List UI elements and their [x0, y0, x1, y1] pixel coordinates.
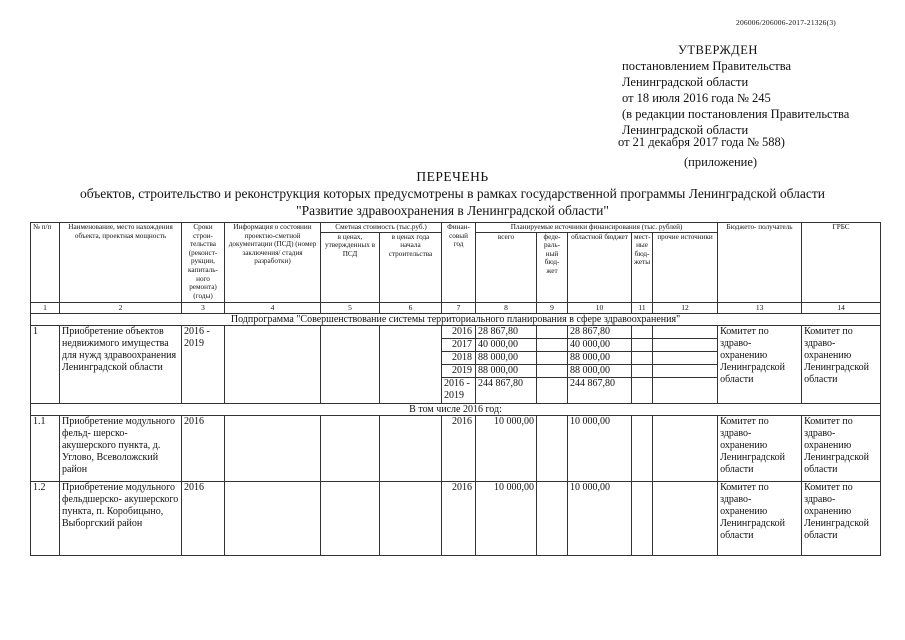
column-number: 1	[31, 302, 60, 313]
item-start-price	[380, 415, 442, 481]
item-psd-price	[321, 325, 380, 403]
column-number: 2	[60, 302, 182, 313]
item-federal	[537, 351, 568, 364]
column-number: 8	[476, 302, 537, 313]
item-federal	[537, 325, 568, 338]
item-local	[632, 377, 653, 403]
subtotal-heading-row	[31, 403, 881, 415]
item-name: Приобретение объектов недвижимого имущества для нужд здравоохранения Ленинградской области	[60, 325, 182, 403]
item-regional: 88 000,00	[568, 364, 632, 377]
item-grbs: Комитет по здраво- охранению Ленинградской области	[802, 325, 881, 403]
table-row	[31, 415, 881, 481]
header-cell-name: Наименование, место нахождения объекта, проектная мощность	[60, 223, 182, 303]
item-year: 2019	[442, 364, 476, 377]
approval-block	[618, 42, 850, 170]
header-cell-estimate: Сметная стоимость (тыс.руб.)	[321, 223, 442, 233]
header-cell-other: прочие источники	[653, 232, 718, 302]
subprogram-title: Подпрограмма "Совершенствование системы территориального планирования в сфере здравоохранения"	[31, 313, 881, 325]
item-year: 2017	[442, 338, 476, 351]
item-year: 2016	[442, 415, 476, 481]
header-cell-local: мест- ные бюд- жеты	[632, 232, 653, 302]
item-name: Приобретение модульного фельд- шерско-акушерского пункта, д. Углово, Всеволожский район	[60, 415, 182, 481]
item-regional: 28 867,80	[568, 325, 632, 338]
item-name: Приобретение модульного фельдшерско- акушерского пункта, п. Коробицыно, Выборгский район	[60, 481, 182, 555]
item-number: 1	[31, 325, 60, 403]
approval-line: Ленинградской области	[622, 123, 749, 137]
item-local	[632, 338, 653, 351]
approval-line: (в редакции постановления Правительства	[622, 107, 850, 121]
item-local	[632, 364, 653, 377]
column-number: 4	[225, 302, 321, 313]
header-cell-num: № п/п	[31, 223, 60, 303]
item-grbs: Комитет по здраво- охранению Ленинградской области	[802, 415, 881, 481]
column-number: 12	[653, 302, 718, 313]
document-subtitle: объектов, строительство и реконструкция которых предусмотрены в рамках государственной программы Ленинградской области	[80, 186, 825, 201]
header-cell-regional: областной бюджет	[568, 232, 632, 302]
column-number: 14	[802, 302, 881, 313]
column-numbers-row	[31, 302, 881, 313]
item-year: 2018	[442, 351, 476, 364]
item-recipient: Комитет по здраво- охранению Ленинградской области	[718, 415, 802, 481]
item-year: 2016	[442, 481, 476, 555]
item-regional: 10 000,00	[568, 481, 632, 555]
objects-table	[30, 222, 881, 556]
item-psd	[225, 481, 321, 555]
item-start-price	[380, 481, 442, 555]
item-psd-price	[321, 481, 380, 555]
document-program-name: "Развитие здравоохранения в Ленинградской области"	[296, 203, 609, 218]
header-cell-sources: Планируемые источники финансирования (тыс. рублей)	[476, 223, 718, 233]
column-number: 11	[632, 302, 653, 313]
header-cell-grbs: ГРБС	[802, 223, 881, 303]
approval-line: от 18 июля 2016 года № 245	[622, 91, 771, 105]
header-cell-term: Сроки строи- тельства (реконст- рукции, капиталь- ного ремонта) (годы)	[182, 223, 225, 303]
item-total: 244 867,80	[476, 377, 537, 403]
column-number: 7	[442, 302, 476, 313]
header-cell-start-prices: в ценах года начала строительства	[380, 232, 442, 302]
item-other	[653, 415, 718, 481]
item-grbs: Комитет по здраво- охранению Ленинградской области	[802, 481, 881, 555]
item-total: 28 867,80	[476, 325, 537, 338]
item-number: 1.2	[31, 481, 60, 555]
item-number: 1.1	[31, 415, 60, 481]
column-number: 3	[182, 302, 225, 313]
item-local	[632, 325, 653, 338]
item-other	[653, 364, 718, 377]
header-cell-recipient: Бюджето- получатель	[718, 223, 802, 303]
item-psd	[225, 415, 321, 481]
header-cell-federal: феде- раль- ный бюд- жет	[537, 232, 568, 302]
item-total: 10 000,00	[476, 415, 537, 481]
item-local	[632, 415, 653, 481]
header-cell-total: всего	[476, 232, 537, 302]
item-local	[632, 351, 653, 364]
item-federal	[537, 364, 568, 377]
item-start-price	[380, 325, 442, 403]
item-term: 2016 - 2019	[182, 325, 225, 403]
header-cell-fin-year: Финан- совый год	[442, 223, 476, 303]
item-term: 2016	[182, 415, 225, 481]
column-number: 13	[718, 302, 802, 313]
item-year: 2016 - 2019	[442, 377, 476, 403]
item-regional: 244 867,80	[568, 377, 632, 403]
item-federal	[537, 415, 568, 481]
item-federal	[537, 377, 568, 403]
approval-heading: УТВЕРЖДЕН	[678, 43, 758, 57]
table-row	[31, 325, 881, 338]
approval-line: Ленинградской области	[622, 75, 749, 89]
item-local	[632, 481, 653, 555]
item-total: 88 000,00	[476, 351, 537, 364]
item-psd	[225, 325, 321, 403]
document-number: 206006/206006-2017-21326(3)	[736, 18, 836, 27]
item-total: 40 000,00	[476, 338, 537, 351]
item-total: 10 000,00	[476, 481, 537, 555]
item-other	[653, 325, 718, 338]
in-that-number-label: В том числе 2016 год:	[31, 403, 881, 415]
item-psd-price	[321, 415, 380, 481]
column-number: 5	[321, 302, 380, 313]
item-recipient: Комитет по здраво- охранению Ленинградской области	[718, 481, 802, 555]
item-federal	[537, 338, 568, 351]
item-federal	[537, 481, 568, 555]
item-regional: 10 000,00	[568, 415, 632, 481]
item-year: 2016	[442, 325, 476, 338]
subprogram-row	[31, 313, 881, 325]
table-header-row	[31, 223, 881, 233]
column-number: 10	[568, 302, 632, 313]
item-other	[653, 338, 718, 351]
item-total: 88 000,00	[476, 364, 537, 377]
item-recipient: Комитет по здраво- охранению Ленинградской области	[718, 325, 802, 403]
item-term: 2016	[182, 481, 225, 555]
appendix-label: (приложение)	[684, 155, 758, 169]
header-cell-psd: Информация о состоянии проектно-сметной документации (ПСД) (номер заключения/ стадия разработки)	[225, 223, 321, 303]
item-other	[653, 481, 718, 555]
document-title: ПЕРЕЧЕНЬ	[416, 169, 489, 184]
table-row	[31, 481, 881, 555]
approval-line: от 21 декабря 2017 года № 588)	[618, 135, 785, 149]
item-regional: 88 000,00	[568, 351, 632, 364]
header-cell-psd-prices: в ценах, утвержденных в ПСД	[321, 232, 380, 302]
item-other	[653, 377, 718, 403]
item-other	[653, 351, 718, 364]
column-number: 6	[380, 302, 442, 313]
item-regional: 40 000,00	[568, 338, 632, 351]
column-number: 9	[537, 302, 568, 313]
approval-line: постановлением Правительства	[622, 59, 792, 73]
